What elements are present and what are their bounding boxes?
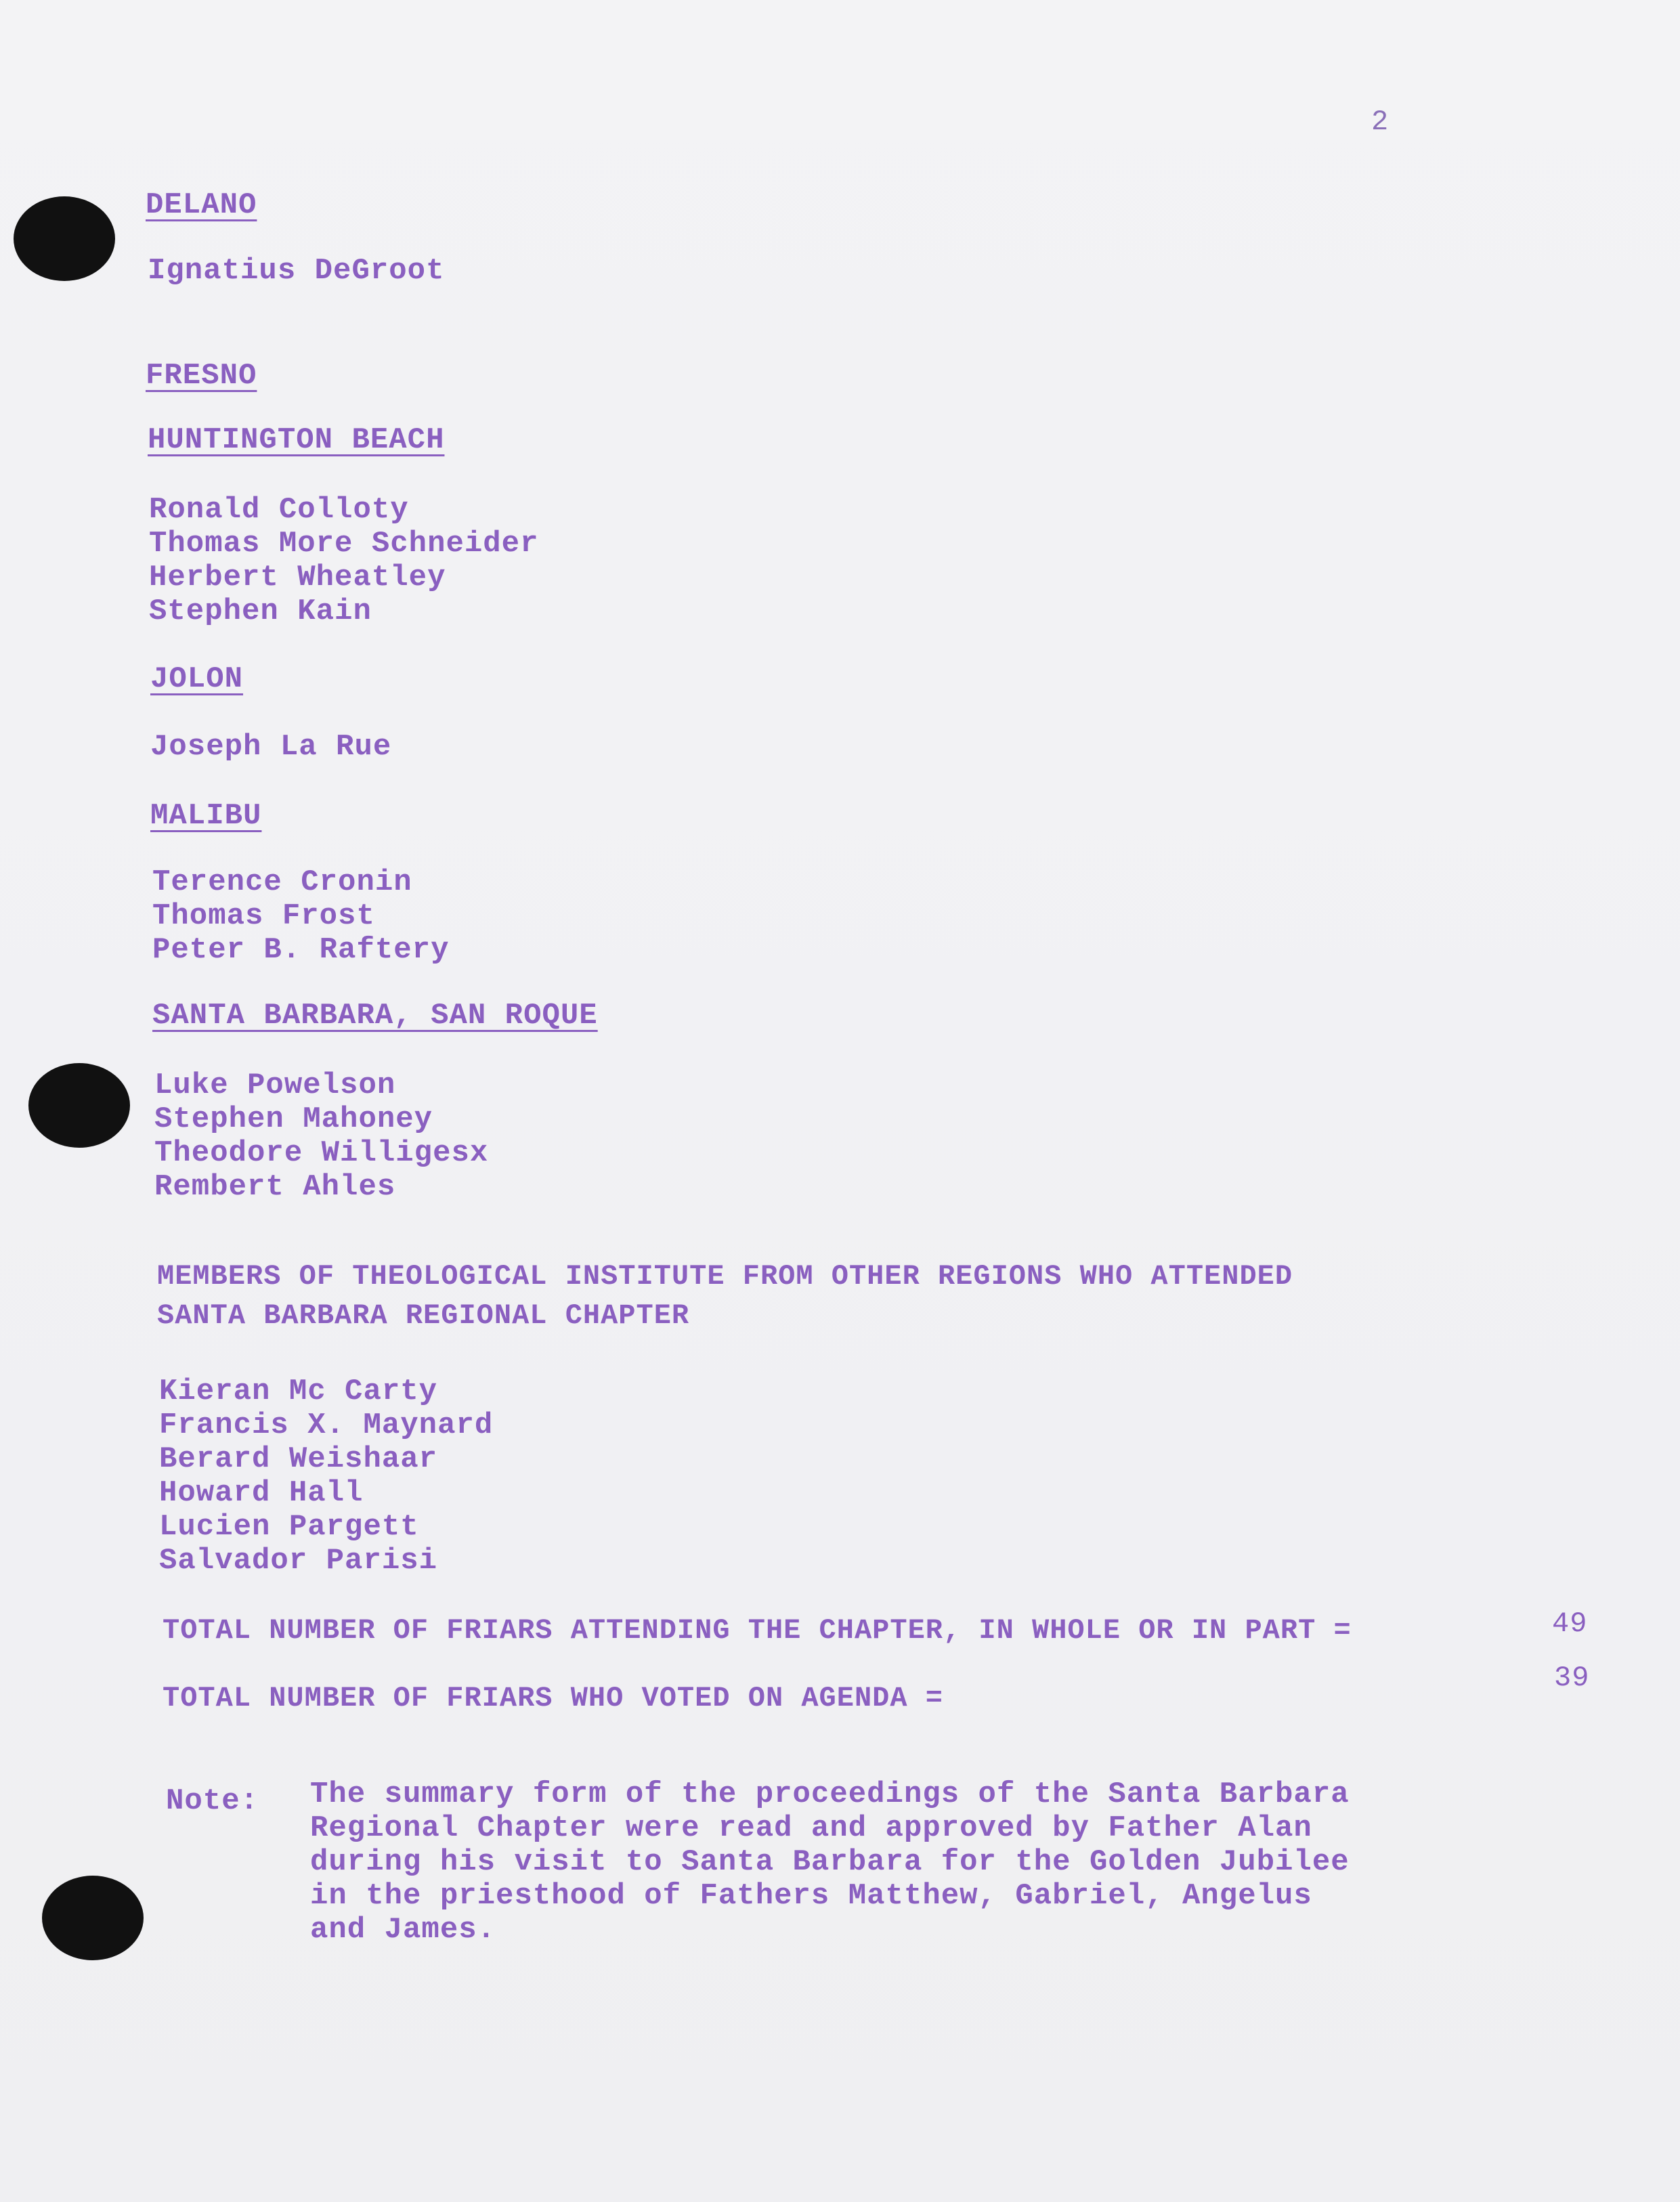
note-text bbox=[310, 1777, 1350, 1947]
name-line: Luke Powelson bbox=[154, 1068, 396, 1102]
section-heading-santa-barbara-san-roque: SANTA BARBARA, SAN ROQUE bbox=[152, 999, 598, 1033]
punch-hole-bottom bbox=[42, 1876, 144, 1960]
name-line: Theodore Willigesx bbox=[154, 1136, 489, 1170]
name-list-huntington-beach bbox=[149, 493, 539, 628]
name-line: Berard Weishaar bbox=[159, 1442, 438, 1476]
total-attending-value: 49 bbox=[1552, 1607, 1588, 1640]
name-line: Ronald Colloty bbox=[149, 493, 409, 527]
section-heading-malibu: MALIBU bbox=[150, 799, 262, 833]
punch-hole-top bbox=[14, 196, 115, 281]
name-line: Stephen Mahoney bbox=[154, 1102, 433, 1136]
name-line: Joseph La Rue bbox=[150, 730, 392, 764]
total-voted-value: 39 bbox=[1554, 1662, 1590, 1694]
name-line: Herbert Wheatley bbox=[149, 561, 446, 595]
name-line: Ignatius DeGroot bbox=[148, 254, 445, 288]
name-list-members bbox=[159, 1375, 493, 1578]
section-heading-jolon: JOLON bbox=[150, 662, 244, 696]
name-line: Lucien Pargett bbox=[159, 1510, 419, 1544]
name-line: Rembert Ahles bbox=[154, 1170, 396, 1204]
name-line: Terence Cronin bbox=[152, 865, 412, 899]
name-line: Thomas More Schneider bbox=[149, 527, 539, 561]
total-voted-label: TOTAL NUMBER OF FRIARS WHO VOTED ON AGENDA = bbox=[163, 1682, 943, 1714]
name-line: Stephen Kain bbox=[149, 595, 372, 628]
section-heading-delano: DELANO bbox=[146, 188, 257, 222]
name-line: Francis X. Maynard bbox=[159, 1408, 494, 1442]
members-heading-line-1: MEMBERS OF THEOLOGICAL INSTITUTE FROM OTHER REGIONS WHO ATTENDED bbox=[157, 1260, 1293, 1293]
note-label: Note: bbox=[166, 1784, 259, 1818]
note-line: The summary form of the proceedings of the Santa Barbara bbox=[310, 1777, 1350, 1811]
note-line: and James. bbox=[310, 1913, 496, 1947]
name-list-santa-barbara-san-roque bbox=[154, 1068, 488, 1204]
name-line: Thomas Frost bbox=[152, 899, 375, 933]
punch-hole-middle bbox=[28, 1063, 130, 1148]
total-attending-label: TOTAL NUMBER OF FRIARS ATTENDING THE CHAPTER, IN WHOLE OR IN PART = bbox=[163, 1614, 1352, 1647]
name-list-malibu bbox=[152, 865, 449, 967]
note-line: during his visit to Santa Barbara for the Golden Jubilee bbox=[310, 1845, 1350, 1879]
name-line: Salvador Parisi bbox=[159, 1544, 438, 1578]
note-line: in the priesthood of Fathers Matthew, Gabriel, Angelus bbox=[310, 1879, 1312, 1913]
name-line: Peter B. Raftery bbox=[152, 933, 450, 967]
page-number: 2 bbox=[1371, 106, 1390, 138]
members-heading-line-2: SANTA BARBARA REGIONAL CHAPTER bbox=[157, 1299, 690, 1332]
note-line: Regional Chapter were read and approved by Father Alan bbox=[310, 1811, 1312, 1845]
name-line: Howard Hall bbox=[159, 1476, 364, 1510]
section-heading-huntington-beach: HUNTINGTON BEACH bbox=[148, 423, 445, 457]
section-heading-fresno: FRESNO bbox=[146, 359, 257, 393]
name-line: Kieran Mc Carty bbox=[159, 1375, 438, 1408]
